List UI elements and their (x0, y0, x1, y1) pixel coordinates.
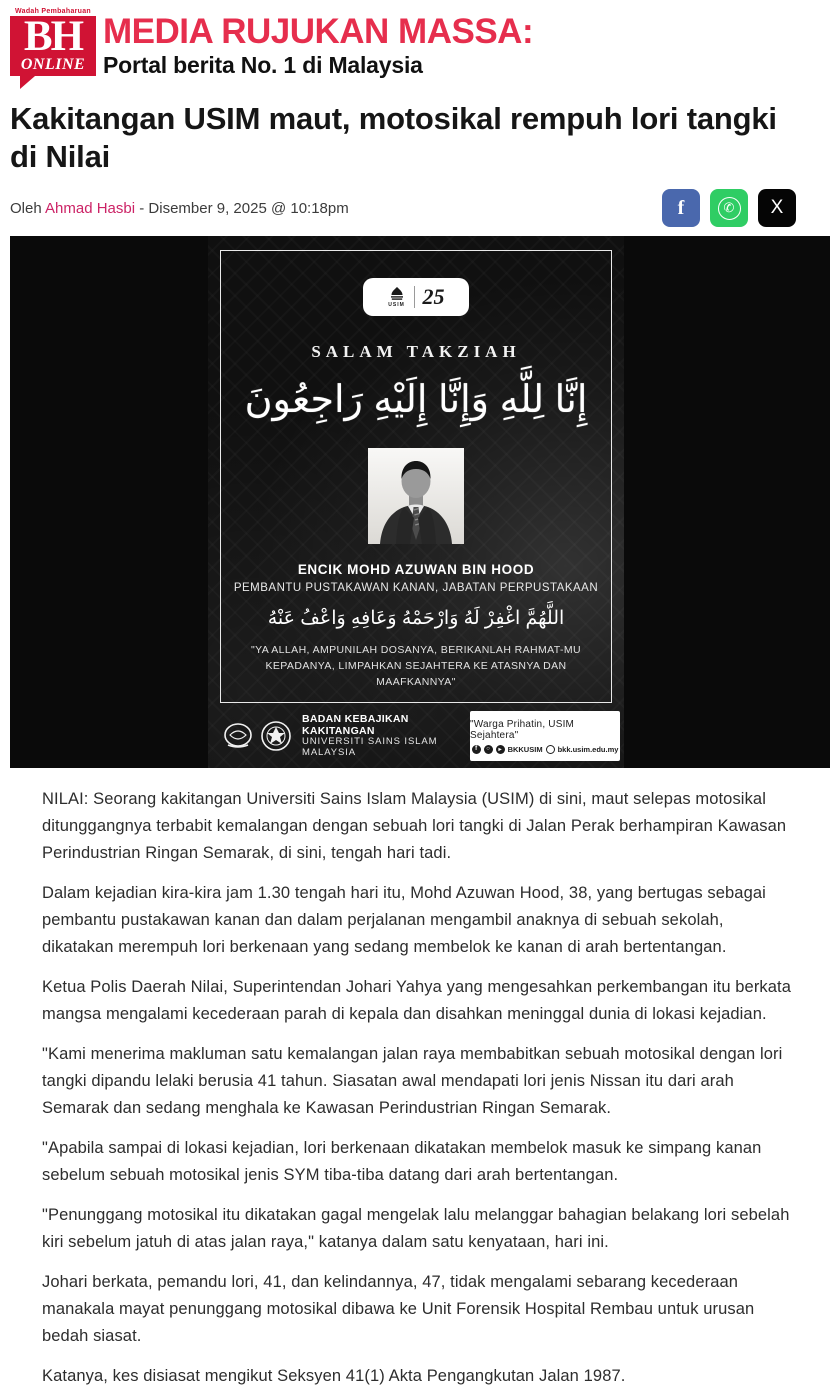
arabic-dua: اللَّهُمَّ اغْفِرْ لَهُ وَارْحَمْهُ وَعَافِهِ وَاعْفُ عَنْهُ (267, 608, 565, 629)
logo-speech-tail (20, 76, 35, 89)
website-text: bkk.usim.edu.my (557, 744, 619, 754)
org-text (300, 713, 464, 759)
usim-emblem-icon (258, 718, 294, 754)
logo-box (10, 13, 96, 76)
dua-translation: "YA ALLAH, AMPUNILAH DOSANYA, BERIKANLAH RAHMAT-MU KEPADANYA, LIMPAHKAN SEJAHTERA KE ATASNYA DAN MAAFKANNYA" (250, 644, 582, 688)
logo-online-text: ONLINE (20, 56, 86, 73)
motto-text: "Warga Prihatin, USIM Sejahtera" (470, 718, 575, 741)
paragraph: "Kami menerima makluman satu kemalangan jalan raya membabitkan sebuah motosikal dengan lori tangki dipandu lelaki berusia 41 tahun. Siasatan awal mendapati lori jenis Nissan itu dari arah Semarak dan sedang menghala ke Kawasan Perindustrian Ringan Semarak. (42, 1045, 783, 1117)
globe-icon (546, 745, 555, 754)
instagram-mini-icon: ○ (484, 745, 493, 754)
deceased-portrait (368, 448, 464, 544)
salam-takziah-text: SALAM TAKZIAH (311, 342, 521, 361)
article-date: - Disember 9, 2025 @ 10:18pm (135, 199, 349, 217)
byline-row (10, 188, 830, 228)
facebook-mini-icon: f (472, 745, 481, 754)
share-facebook-button[interactable] (662, 189, 700, 227)
bh-online-logo[interactable] (10, 8, 96, 76)
motto-box (470, 711, 620, 761)
deceased-name: ENCIK MOHD AZUWAN BIN HOOD (297, 562, 535, 577)
facebook-icon: f (677, 196, 685, 219)
usim-logo (388, 287, 406, 308)
25-years-logo: 25 (422, 284, 445, 309)
poster-footer (220, 708, 620, 764)
byline (10, 200, 349, 217)
paragraph: NILAI: Seorang kakitangan Universiti Sains Islam Malaysia (USIM) di sini, maut selepas motosikal ditunggangnya terbabit kemalangan dengan sebuah lori tangki di Jalan Perak berhampiran Kawasan Perindustrian Ringan Semarak, di sini, tengah hari tadi. (42, 790, 787, 862)
badge-divider (414, 286, 415, 308)
logo-bh-text: BH (23, 13, 83, 60)
paragraph: "Apabila sampai di lokasi kejadian, lori berkenaan dikatakan membelok masuk ke simpang kanan sebelum sebuah motosikal jenis SYM tiba-tiba datang dari arah bertentangan. (42, 1139, 762, 1184)
share-whatsapp-button[interactable] (710, 189, 748, 227)
share-buttons (662, 189, 796, 227)
youtube-mini-icon: ▸ (496, 745, 505, 754)
site-slogan (103, 8, 533, 79)
bkk-crest-icon (220, 718, 256, 754)
paragraph: "Penunggang motosikal itu dikatakan gagal mengelak lalu melanggar bahagian belakang lori sebelah kiri sebelum jatuh di atas jalan raya," katanya dalam satu kenyataan, hari ini. (42, 1206, 790, 1251)
paragraph: Dalam kejadian kira-kira jam 1.30 tengah hari itu, Mohd Azuwan Hood, 38, yang bertugas sebagai pembantu pustakawan kanan dan dalam perjalanan mengambil anaknya di sebuah sekolah, dikatakan merempuh lori berkenaan yang sedang membelok ke kanan di arah bertentangan. (42, 884, 766, 956)
usim-label: USIM (388, 301, 405, 308)
paragraph: Katanya, kes disiasat mengikut Seksyen 41(1) Akta Pengangkutan Jalan 1987. (42, 1367, 626, 1385)
article-title: Kakitangan USIM maut, motosikal rempuh lori tangki di Nilai (10, 101, 777, 174)
social-handle: BKKUSIM (507, 744, 543, 754)
usim-25-badge (363, 278, 469, 316)
arabic-calligraphy: إِنَّا لِلَّهِ وَإِنَّا إِلَيْهِ رَاجِعُونَ (244, 379, 588, 421)
logo-tagline: Wadah Pembaharuan (14, 8, 92, 15)
site-header (0, 0, 840, 88)
article-body (0, 768, 840, 1390)
slogan-line2: Portal berita No. 1 di Malaysia (103, 52, 423, 78)
portrait-photo (368, 448, 464, 544)
takziah-poster (208, 236, 624, 768)
byline-prefix: Oleh (10, 199, 46, 217)
org-name-line1: BADAN KEBAJIKAN KAKITANGAN (302, 713, 409, 738)
x-icon: X (770, 197, 784, 218)
mosque-dome-icon (388, 287, 406, 302)
share-x-button[interactable] (758, 189, 796, 227)
paragraph: Ketua Polis Daerah Nilai, Superintendan Johari Yahya yang mengesahkan perkembangan itu berkata mangsa mengalami kecederaan parah di kepala dan disahkan meninggal dunia di lokasi kejadian. (42, 978, 792, 1023)
deceased-role: PEMBANTU PUSTAKAWAN KANAN, JABATAN PERPUSTAKAAN (233, 582, 599, 594)
author-link[interactable]: Ahmad Hasbi (45, 199, 136, 217)
footer-logos (220, 718, 294, 754)
slogan-line1: MEDIA RUJUKAN MASSA: (103, 12, 534, 51)
paragraph: Johari berkata, pemandu lori, 41, dan kelindannya, 47, tidak mengalami sebarang kecederaan manakala mayat penunggang motosikal dibawa ke Unit Forensik Hospital Rembau untuk urusan bedah siasat. (42, 1273, 755, 1345)
motto-social-row (472, 745, 619, 754)
article-image (10, 236, 830, 768)
whatsapp-icon: ✆ (718, 197, 741, 220)
org-name-line2: UNIVERSITI SAINS ISLAM MALAYSIA (302, 736, 438, 759)
